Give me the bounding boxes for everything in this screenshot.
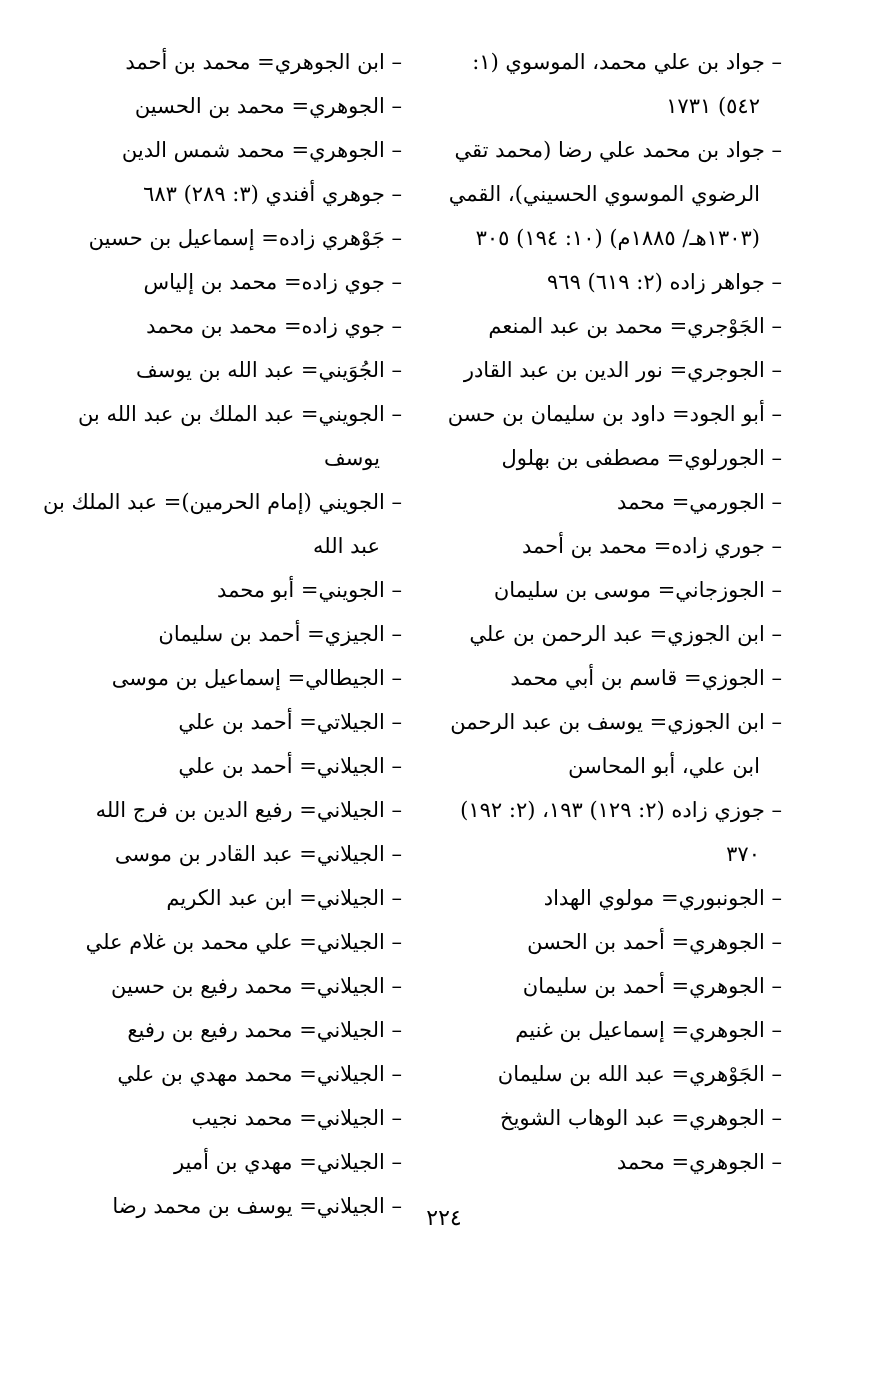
index-entry: – الجيلاني= رفيع الدين بن فرج الله — [95, 798, 402, 822]
index-entry: – الجيلاني= محمد رفيع بن حسين — [110, 974, 402, 998]
index-entry: – جوي زاده= محمد بن محمد — [146, 314, 402, 338]
index-entry: – جوهري أفندي (٣: ٢٨٩) ٦٨٣ — [143, 182, 402, 206]
index-entry: – الجُوَيني= عبد الله بن يوسف — [136, 358, 402, 382]
index-entry: – الجيلاني= يوسف بن محمد رضا — [112, 1194, 402, 1218]
index-entry: – الجوزجاني= موسى بن سليمان — [493, 578, 782, 602]
index-entry: – الجوهري= محمد — [616, 1150, 782, 1174]
index-entry: – الجيلاني= علي محمد بن غلام علي — [85, 930, 402, 954]
index-entry: – ابن الجوهري= محمد بن أحمد — [125, 50, 402, 74]
index-entry: – الجيلاني= عبد القادر بن موسى — [114, 842, 402, 866]
index-entry: – الجيلاني= مهدي بن أمير — [173, 1150, 402, 1174]
index-entry: – ابن الجوزي= عبد الرحمن بن علي — [469, 622, 782, 646]
index-entry: – الجويني (إمام الحرمين)= عبد الملك بن عبد الله — [42, 490, 402, 558]
index-entry: – جوزي زاده (٢: ١٢٩) ١٩٣، (٢: ١٩٢) ٣٧٠ — [460, 798, 782, 866]
index-entry: – الجوهري= أحمد بن الحسن — [527, 930, 782, 954]
index-entry: – الجيلاني= أحمد بن علي — [178, 754, 402, 778]
index-entry: – ابن الجوزي= يوسف بن عبد الرحمن ابن علي، أبو المحاسن — [450, 710, 782, 778]
index-entry: – الجورمي= محمد — [617, 490, 782, 514]
index-entry: – الجوهري= محمد شمس الدين — [121, 138, 402, 162]
index-entry: – الجيلاني= محمد رفيع بن رفيع — [127, 1018, 402, 1042]
page-number: ٢٢٤ — [426, 1206, 462, 1231]
index-entry: – الجوهري= إسماعيل بن غنيم — [515, 1018, 782, 1042]
index-entry: – الجيلاني= محمد مهدي بن علي — [117, 1062, 402, 1086]
index-entry: – الجيلاني= محمد نجيب — [191, 1106, 402, 1130]
index-entry: – الجوجري= نور الدين بن عبد القادر — [463, 358, 782, 382]
index-entry: – الجويني= أبو محمد — [217, 578, 402, 602]
index-column-right — [442, 40, 782, 1184]
index-column-left — [22, 40, 402, 1228]
index-entry: – الجونبوري= مولوي الهداد — [543, 886, 782, 910]
index-entry: – الجيطالي= إسماعيل بن موسى — [111, 666, 402, 690]
index-entry: – الجوهري= أحمد بن سليمان — [522, 974, 782, 998]
index-entry: – الجورلوي= مصطفى بن بهلول — [501, 446, 782, 470]
index-entry: – جواد بن محمد علي رضا (محمد تقي الرضوي الموسوي الحسيني)، القمي (١٣٠٣هـ/ ١٨٨٥م) (١٠: ١٩٤) ٣٠٥ — [448, 138, 782, 250]
index-entry: – جَوْهري زاده= إسماعيل بن حسين — [88, 226, 402, 250]
index-entry: – الجَوْهري= عبد الله بن سليمان — [497, 1062, 782, 1086]
index-entry: – الجيلاني= ابن عبد الكريم — [166, 886, 402, 910]
index-entry: – أبو الجود= داود بن سليمان بن حسن — [447, 402, 782, 426]
index-entry: – جواهر زاده (٢: ٦١٩) ٩٦٩ — [547, 270, 782, 294]
index-entry: – جوري زاده= محمد بن أحمد — [522, 534, 782, 558]
index-entry: – الجيزي= أحمد بن سليمان — [158, 622, 402, 646]
index-entry: – الجيلاتي= أحمد بن علي — [178, 710, 402, 734]
index-entry: – الجوهري= عبد الوهاب الشويخ — [500, 1106, 782, 1130]
index-entry: – جواد بن علي محمد، الموسوي (١: ٥٤٢) ١٧٣١ — [472, 50, 782, 118]
index-entry: – الجوهري= محمد بن الحسين — [134, 94, 402, 118]
index-entry: – الجَوْجري= محمد بن عبد المنعم — [488, 314, 782, 338]
index-entry: – الجوزي= قاسم بن أبي محمد — [510, 666, 782, 690]
index-entry: – الجويني= عبد الملك بن عبد الله بن يوسف — [77, 402, 402, 470]
index-entry: – جوي زاده= محمد بن إلياس — [143, 270, 402, 294]
